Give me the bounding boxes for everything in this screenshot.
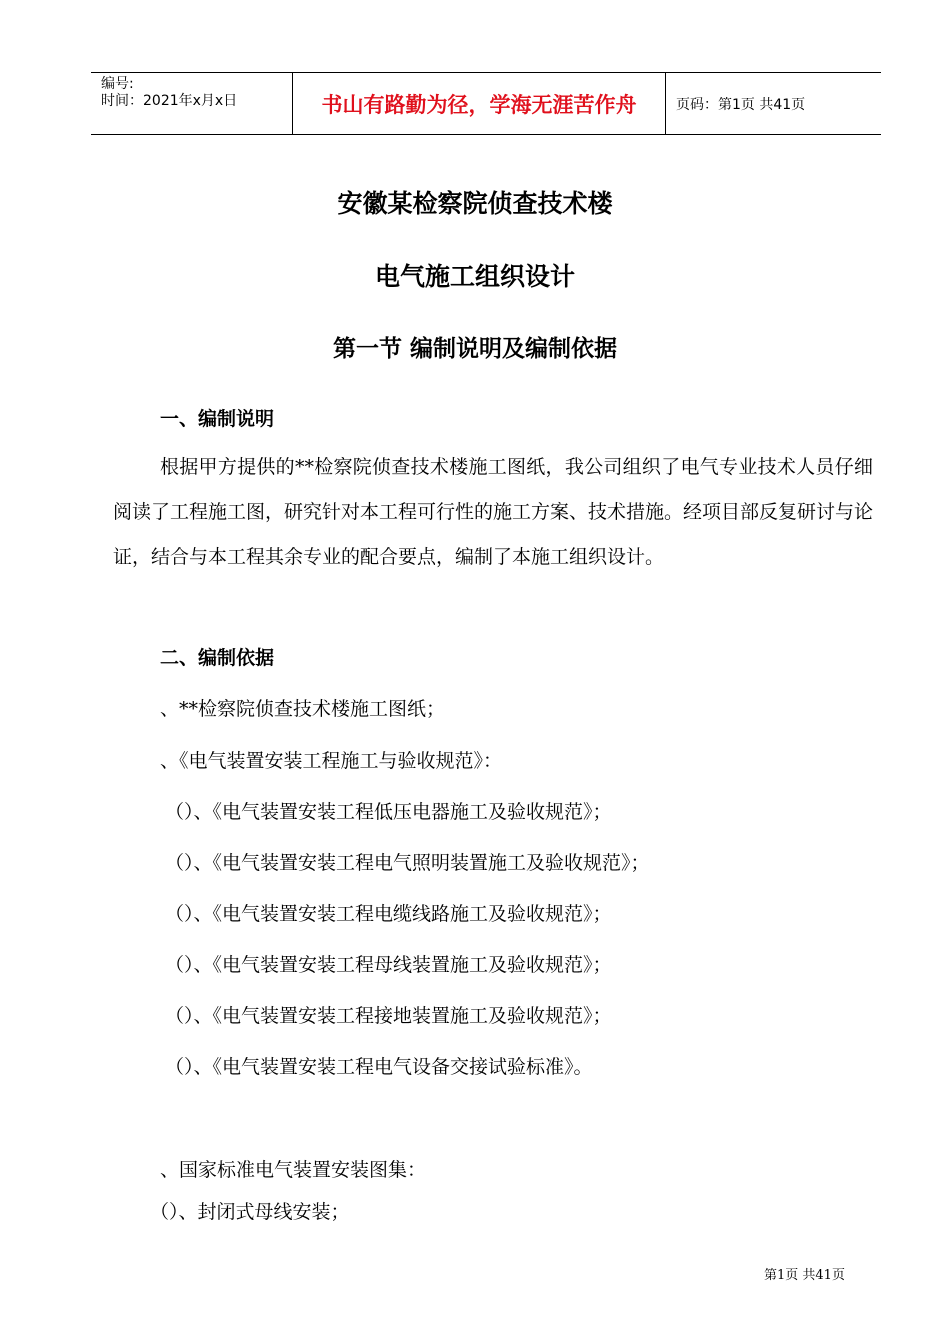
header-page-number: 页码：第1页 共41页 — [676, 96, 806, 113]
document-time-label: 时间：2021年x月x日 — [101, 93, 238, 109]
document-number-label: 编号: — [101, 76, 134, 92]
basis-item: 、国家标准电气装置安装图集： — [160, 1159, 427, 1181]
basis-subitem: （）、封闭式母线安装； — [150, 1201, 350, 1223]
header-motto: 书山有路勤为径，学海无涯苦作舟 — [293, 73, 666, 134]
section-title: 第一节 编制说明及编制依据 — [332, 336, 617, 362]
heading-compilation-notes: 一、编制说明 — [160, 408, 275, 430]
basis-subitem: （）、《电气装置安装工程低压电器施工及验收规范》； — [165, 801, 612, 823]
document-title-line-2: 电气施工组织设计 — [374, 262, 575, 291]
header-meta — [91, 73, 293, 134]
page-header — [91, 72, 881, 135]
basis-item: 、**检察院侦查技术楼施工图纸； — [160, 698, 446, 720]
basis-subitem: （）、《电气装置安装工程电气设备交接试验标准》。 — [165, 1056, 593, 1078]
basis-subitem: （）、《电气装置安装工程母线装置施工及验收规范》； — [165, 954, 612, 976]
basis-subitem: （）、《电气装置安装工程电气照明装置施工及验收规范》； — [165, 852, 650, 874]
basis-subitem: （）、《电气装置安装工程接地装置施工及验收规范》； — [165, 1005, 612, 1027]
basis-subitem: （）、《电气装置安装工程电缆线路施工及验收规范》； — [165, 903, 612, 925]
compilation-notes-paragraph: 根据甲方提供的**检察院侦查技术楼施工图纸，我公司组织了电气专业技术人员仔细阅读了工程施工图，研究针对本工程可行性的施工方案、技术措施。经项目部反复研讨与论证，结合与本工程其余专业的配合要点，编制了本施工组织设计。 — [113, 456, 874, 568]
basis-item: 、《电气装置安装工程施工与验收规范》： — [160, 750, 503, 772]
heading-compilation-basis: 二、编制依据 — [160, 647, 275, 669]
document-title-line-1: 安徽某检察院侦查技术楼 — [337, 189, 613, 218]
page-footer: 第1页 共41页 — [764, 1268, 845, 1283]
